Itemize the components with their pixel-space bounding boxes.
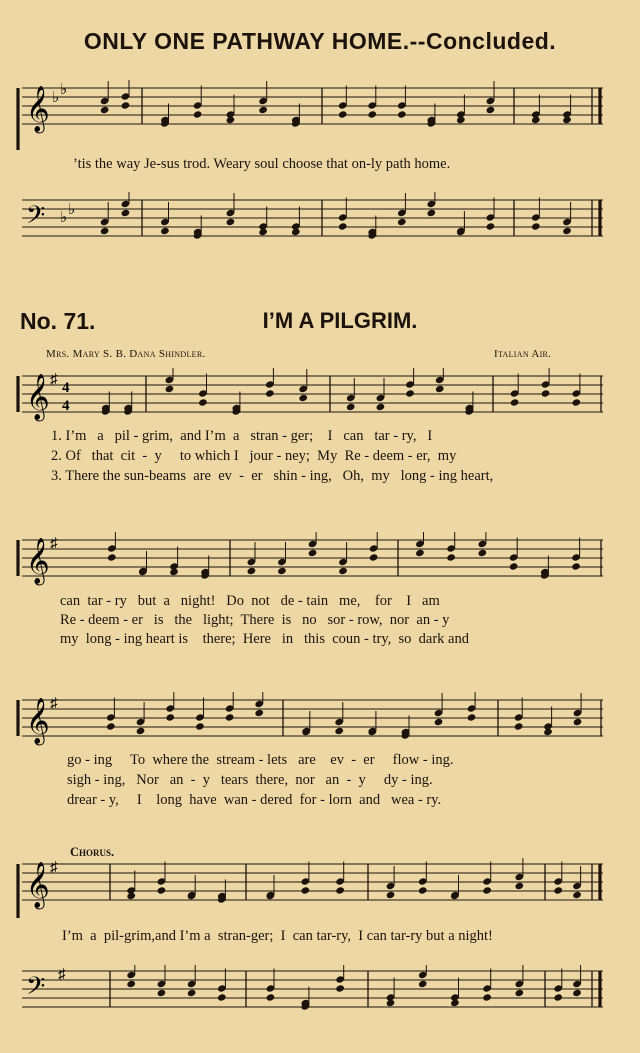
svg-text:♭: ♭	[60, 210, 68, 226]
notehead	[418, 886, 428, 895]
time-signature	[62, 380, 70, 414]
concluded-lyric: ’tis the way Je-sus trod. Weary soul choose that on-ly path home.	[73, 156, 451, 172]
notehead	[367, 110, 377, 119]
system-1-verse-1: 1. I’m a pil - grim, and I’m a stran - ger; I can tar - ry, I	[51, 428, 433, 444]
notehead	[573, 718, 583, 727]
svg-text:𝄞: 𝄞	[26, 374, 50, 420]
notehead	[100, 227, 110, 236]
notehead	[571, 562, 581, 571]
notehead	[335, 984, 345, 993]
system-3-verse-3: drear - y, I long have wan - dered for - lorn and wea - ry.	[67, 792, 442, 808]
svg-text:♯: ♯	[58, 967, 66, 983]
notehead	[541, 389, 551, 398]
notehead	[106, 722, 116, 731]
notehead	[258, 228, 268, 237]
notehead	[418, 980, 428, 989]
notehead	[225, 713, 235, 722]
notehead	[308, 549, 318, 558]
notehead	[486, 106, 496, 115]
svg-text:𝄢: 𝄢	[26, 972, 46, 1007]
svg-text:♯: ♯	[50, 372, 58, 388]
notehead	[514, 989, 524, 998]
notehead	[126, 892, 136, 901]
svg-text:𝄢: 𝄢	[26, 201, 46, 236]
notehead	[160, 227, 170, 236]
notehead	[136, 727, 146, 736]
notehead	[446, 553, 456, 562]
chorus-lyric: I’m a pil-grim,and I’m a stran-ger; I can tar-ry, I can tar-ry but a night!	[62, 928, 493, 944]
notehead	[165, 385, 175, 394]
chorus-bass-staff	[0, 965, 640, 1025]
notehead	[482, 886, 492, 895]
notehead	[397, 110, 407, 119]
notehead	[338, 567, 348, 576]
notehead	[126, 980, 136, 989]
notehead	[277, 567, 287, 576]
system-2-staff	[0, 530, 640, 590]
notehead	[467, 713, 477, 722]
notehead	[121, 101, 131, 110]
notehead	[169, 568, 179, 577]
hymn-tune: Italian Air.	[494, 348, 552, 360]
notehead	[226, 218, 236, 227]
notehead	[571, 398, 581, 407]
concluded-section-title: ONLY ONE PATHWAY HOME.--Concluded.	[83, 28, 557, 54]
system-2-verse-1: can tar - ry but a night! Do not de - tain me, for I am	[60, 593, 440, 609]
notehead	[386, 999, 396, 1008]
system-3-verse-1: go - ing To where the stream - lets are ev - er flow - ing.	[67, 752, 454, 768]
notehead	[266, 993, 276, 1002]
notehead	[298, 394, 308, 403]
notehead	[486, 222, 496, 231]
svg-text:4: 4	[62, 380, 70, 396]
notehead	[426, 209, 436, 218]
notehead	[386, 891, 396, 900]
notehead	[193, 110, 203, 119]
hymn-author: Mrs. Mary S. B. Dana Shindler.	[46, 348, 206, 360]
notehead	[338, 222, 348, 231]
notehead	[226, 116, 236, 125]
notehead	[107, 553, 117, 562]
notehead	[450, 999, 460, 1008]
notehead	[100, 106, 110, 115]
notehead	[482, 993, 492, 1002]
system-1-staff	[0, 366, 640, 426]
system-3-verse-2: sigh - ing, Nor an - y tears there, nor an - y dy - ing.	[67, 772, 433, 788]
notehead	[562, 116, 572, 125]
notehead	[265, 389, 275, 398]
notehead	[198, 398, 208, 407]
notehead	[531, 222, 541, 231]
svg-text:𝄞: 𝄞	[26, 862, 50, 908]
notehead	[553, 886, 563, 895]
system-1-verse-3: 3. There the sun-beams are ev - er shin - ing, Oh, my long - ing heart,	[51, 468, 494, 484]
svg-text:𝄞: 𝄞	[26, 698, 50, 744]
notehead	[247, 567, 257, 576]
notehead	[543, 728, 553, 737]
notehead	[157, 886, 167, 895]
notehead	[509, 562, 519, 571]
notehead	[187, 989, 197, 998]
notehead	[338, 110, 348, 119]
notehead	[572, 989, 582, 998]
svg-text:♭: ♭	[60, 82, 68, 98]
notehead	[157, 989, 167, 998]
notehead	[165, 713, 175, 722]
concluded-treble-staff	[0, 80, 640, 150]
svg-text:𝄞: 𝄞	[26, 86, 50, 132]
notehead	[510, 398, 520, 407]
notehead	[514, 722, 524, 731]
notehead	[553, 993, 563, 1002]
svg-text:♯: ♯	[50, 860, 58, 876]
svg-text:♯: ♯	[50, 536, 58, 552]
svg-text:♭: ♭	[52, 90, 60, 106]
svg-text:♯: ♯	[50, 696, 58, 712]
notehead	[121, 209, 131, 218]
notehead	[572, 891, 582, 900]
notehead	[562, 227, 572, 236]
system-2-verse-3: my long - ing heart is there; Here in this coun - try, so dark and	[60, 631, 469, 647]
notehead	[254, 709, 264, 718]
notehead	[531, 116, 541, 125]
notehead	[346, 403, 356, 412]
hymn-number: No. 71.	[20, 308, 96, 334]
chorus-treble-staff	[0, 858, 640, 918]
hymn-title: I’M A PILGRIM.	[262, 308, 418, 333]
system-2-verse-2: Re - deem - er is the light; There is no sor - row, nor an - y	[60, 612, 450, 628]
notehead	[258, 106, 268, 115]
notehead	[376, 403, 386, 412]
svg-text:4: 4	[62, 398, 70, 414]
system-1-verse-2: 2. Of that cit - y to which I jour - ney; My Re - deem - er, my	[51, 448, 457, 464]
notehead	[434, 718, 444, 727]
notehead	[415, 549, 425, 558]
notehead	[217, 993, 227, 1002]
notehead	[514, 882, 524, 891]
chorus-label: Chorus.	[70, 845, 115, 859]
notehead	[335, 886, 345, 895]
system-3-staff	[0, 690, 640, 750]
notehead	[369, 553, 379, 562]
notehead	[195, 722, 205, 731]
notehead	[334, 727, 344, 736]
notehead	[397, 218, 407, 227]
concluded-bass-staff	[0, 192, 640, 262]
notehead	[405, 389, 415, 398]
notehead	[291, 228, 301, 237]
notehead	[435, 385, 445, 394]
notehead	[456, 116, 466, 125]
notehead	[300, 886, 310, 895]
notehead	[477, 549, 487, 558]
svg-text:𝄞: 𝄞	[26, 538, 50, 584]
svg-text:♭: ♭	[68, 202, 76, 218]
